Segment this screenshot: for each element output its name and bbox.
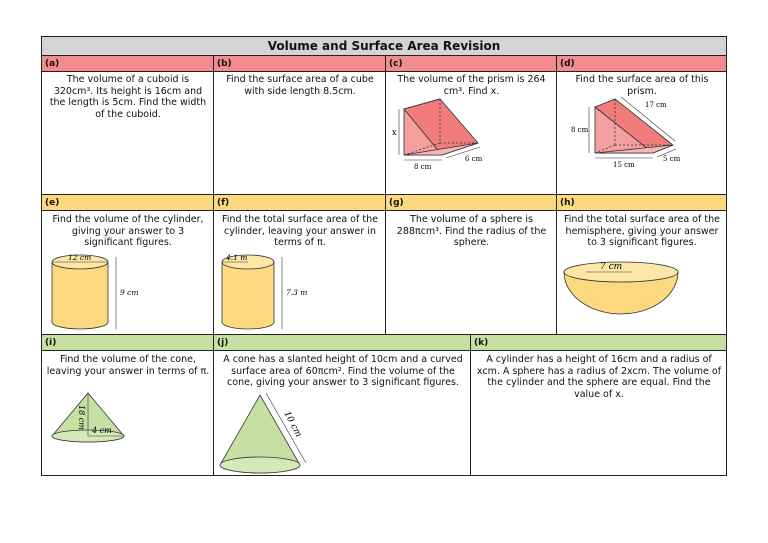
label-g: (g): [386, 195, 556, 211]
prism-d-8cm-label: 8 cm: [571, 126, 589, 134]
question-f-text: Find the total surface area of the cylinder, leaving your answer in terms of π.: [222, 214, 378, 248]
hemisphere-h-diameter-label: 7 cm: [600, 262, 623, 272]
cone-j-slant-label: 10 cm: [281, 409, 304, 440]
label-d: (d): [557, 56, 726, 72]
question-i-text: Find the volume of the cone, leaving your answer in terms of π.: [46, 354, 210, 377]
label-f: (f): [214, 195, 385, 211]
question-h-text: Find the total surface area of the hemisphere, giving your answer to 3 significant figures.: [564, 214, 720, 248]
cylinder-f-diagram: [220, 255, 320, 331]
question-d-text: Find the surface area of this prism.: [575, 74, 709, 97]
col-divider: [470, 335, 471, 476]
label-j: (j): [214, 335, 470, 351]
question-k-text: A cylinder has a height of 16cm and a radius of xcm. A sphere has a radius of 2xcm. The volume of the cylinder and the sphere are equal. Find the value of x.: [476, 354, 722, 400]
prism-d-17cm-label: 17 cm: [645, 101, 667, 109]
row-divider: [42, 334, 726, 335]
prism-d-5cm-label: 5 cm: [663, 155, 681, 163]
cylinder-e-diameter-label: 12 cm: [68, 253, 92, 262]
page-title: Volume and Surface Area Revision: [42, 37, 726, 56]
hemisphere-h-diagram: [562, 259, 682, 319]
question-b-text: Find the surface area of a cube with side length 8.5cm.: [226, 74, 374, 97]
prism-c-8cm-label: 8 cm: [414, 163, 432, 171]
cylinder-e-height-label: 9 cm: [120, 288, 139, 297]
cylinder-e-diagram: [50, 255, 150, 331]
col-divider: [556, 56, 557, 335]
question-c-text: The volume of the prism is 264 cm³. Find x.: [397, 74, 546, 97]
cone-i-diagram: [52, 393, 132, 445]
question-a-text: The volume of a cuboid is 320cm³. Its height is 16cm and the length is 5cm. Find the width of the cuboid.: [49, 74, 207, 120]
prism-d-15cm-label: 15 cm: [613, 161, 635, 169]
label-b: (b): [214, 56, 385, 72]
label-a: (a): [42, 56, 213, 72]
label-k: (k): [471, 335, 726, 351]
prism-c-6cm-label: 6 cm: [465, 155, 483, 163]
question-g-text: The volume of a sphere is 288πcm³. Find the radius of the sphere.: [396, 214, 547, 248]
cone-j-diagram: [220, 395, 330, 475]
prism-c-x-label: x: [392, 128, 397, 137]
label-c: (c): [386, 56, 556, 72]
label-h: (h): [557, 195, 726, 211]
cylinder-f-height-label: 7.3 m: [286, 288, 308, 297]
row-divider: [42, 194, 726, 195]
col-divider: [213, 56, 214, 476]
prism-d-diagram: [571, 99, 711, 169]
prism-c-diagram: [392, 103, 492, 171]
worksheet: [41, 36, 727, 476]
question-j-text: A cone has a slanted height of 10cm and a curved surface area of 60πcm². Find the volume of the cone, giving your answer to 3 significant figures.: [223, 354, 463, 388]
col-divider: [385, 56, 386, 335]
question-e-text: Find the volume of the cylinder, giving your answer to 3 significant figures.: [52, 214, 204, 248]
cone-i-radius-label: 4 cm: [92, 426, 112, 435]
cone-i-height-label: 18 cm: [77, 405, 86, 430]
label-i: (i): [42, 335, 213, 351]
label-e: (e): [42, 195, 213, 211]
cylinder-f-radius-label: 4.1 m: [226, 253, 248, 262]
